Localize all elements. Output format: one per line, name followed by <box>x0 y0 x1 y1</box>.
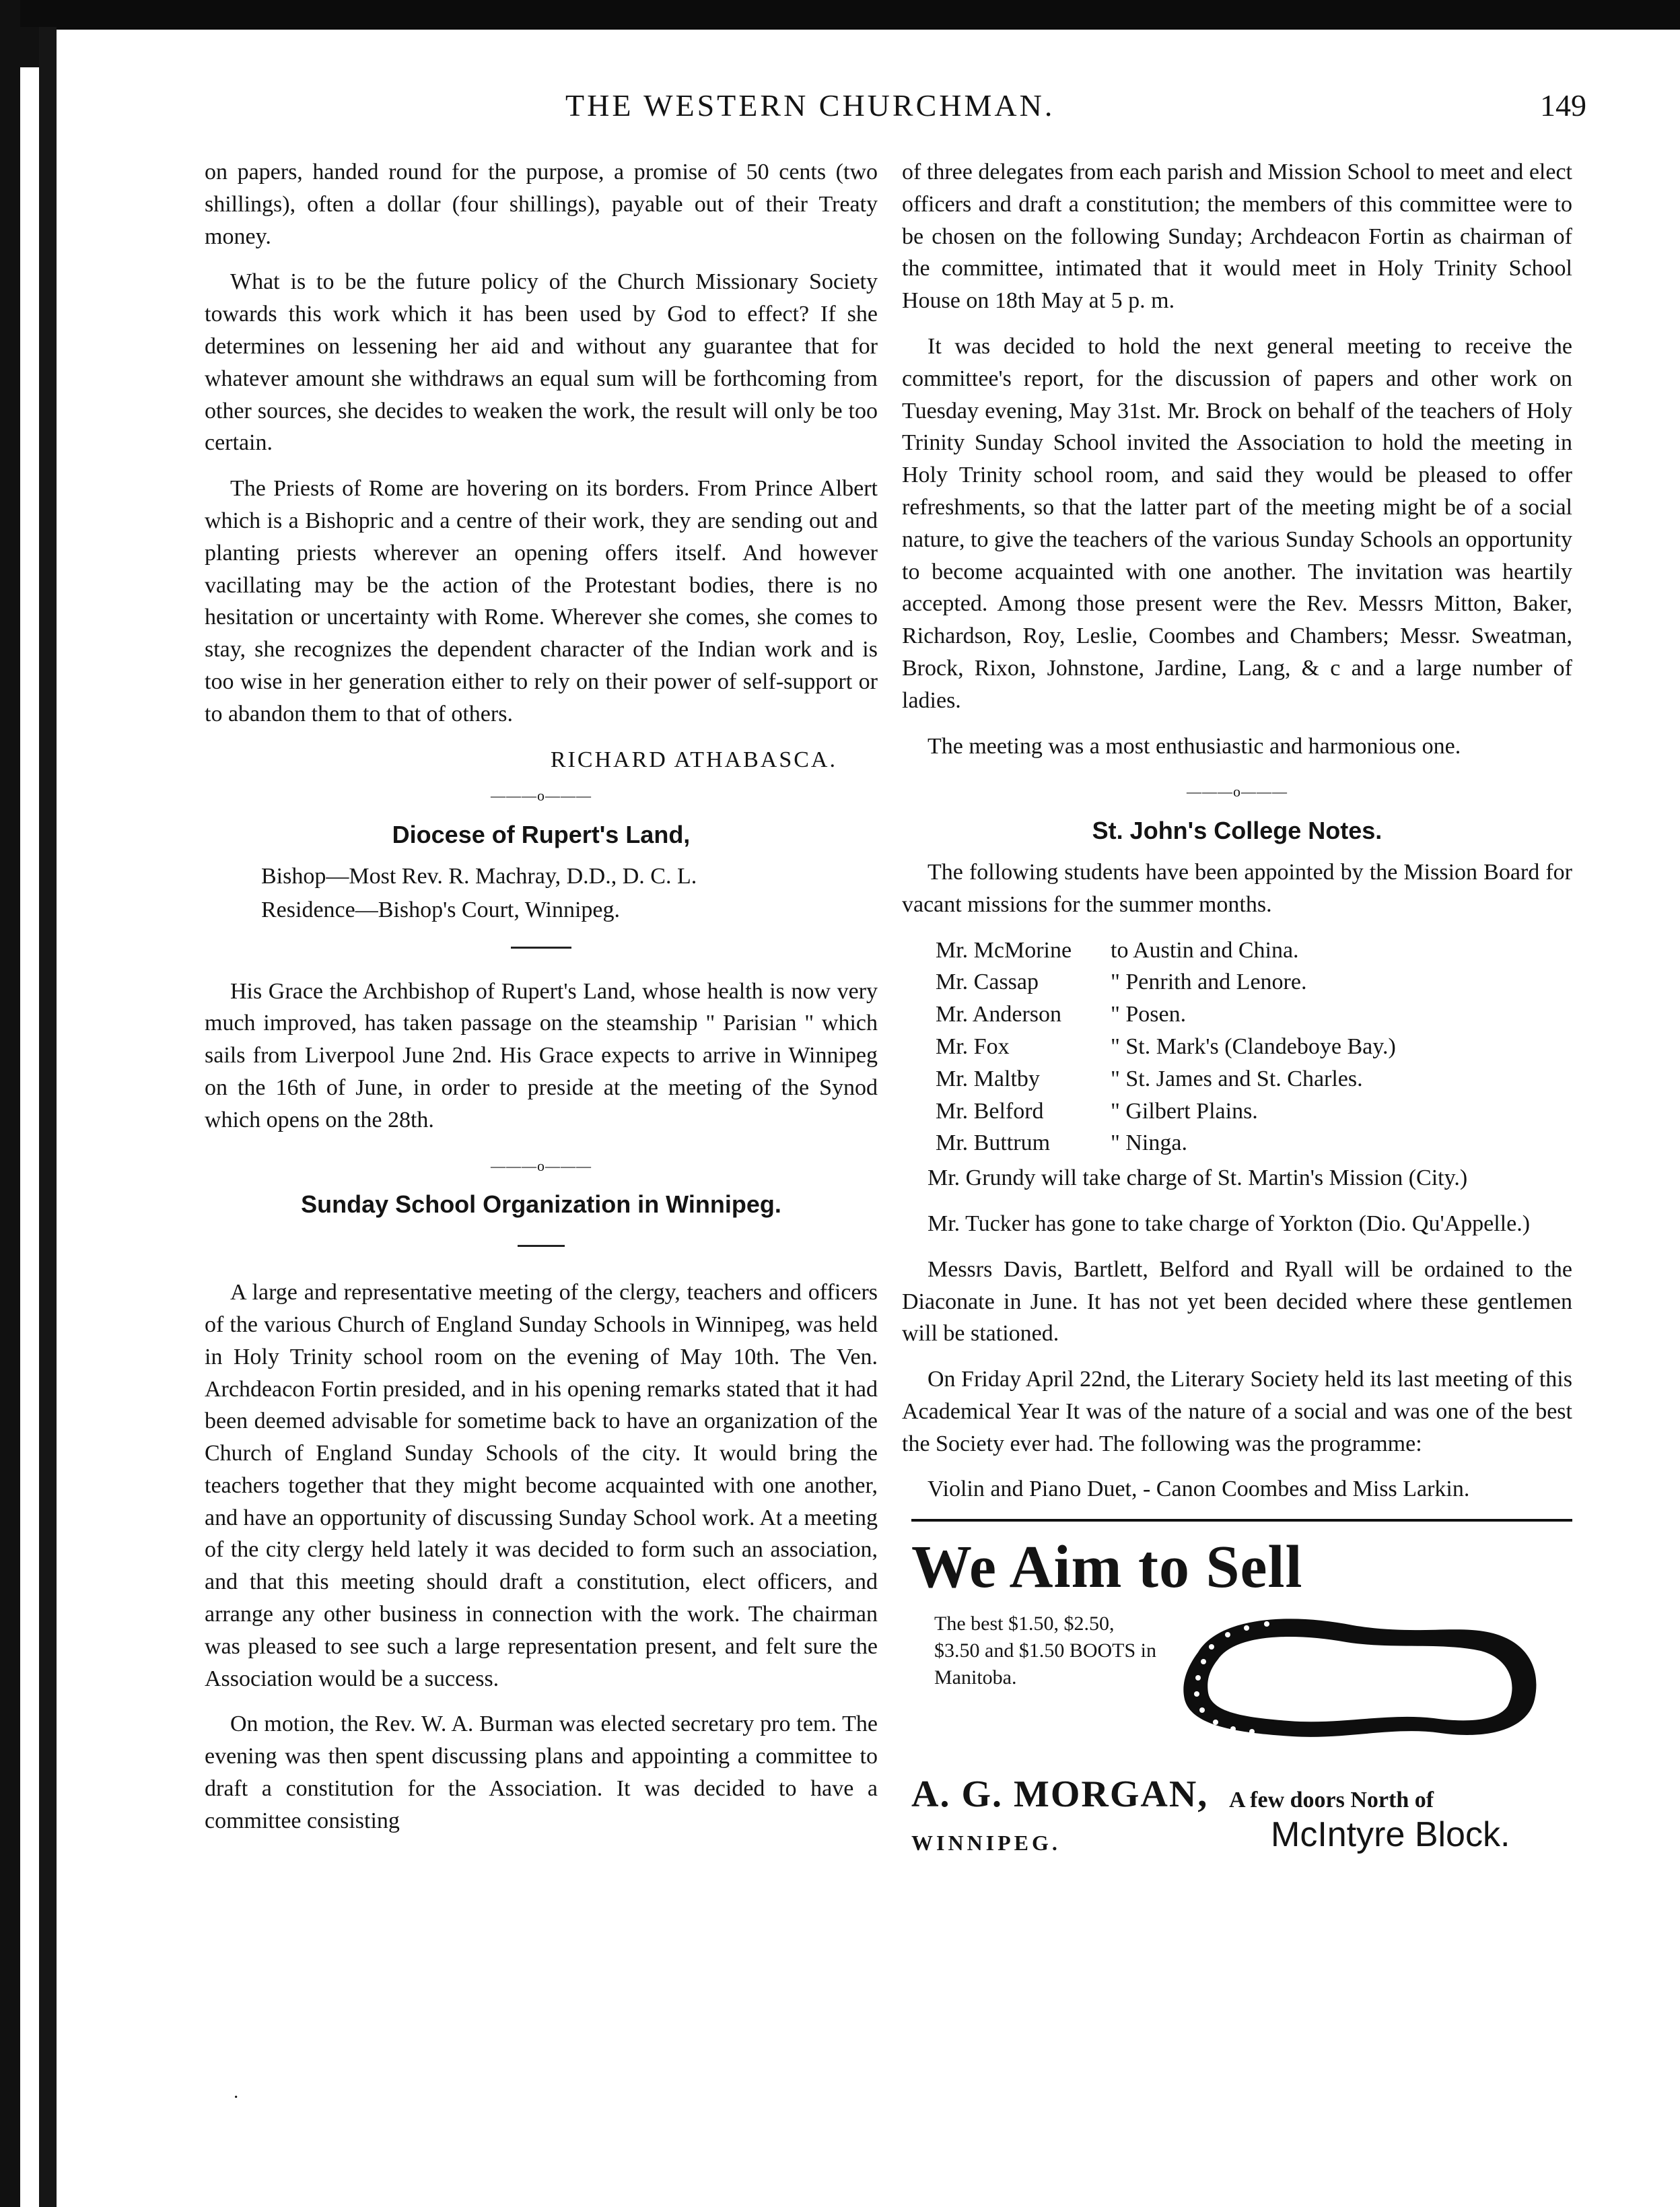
bishop-line: Bishop—Most Rev. R. Machray, D.D., D. C. L. <box>261 863 697 889</box>
section-separator: ———o——— <box>1187 783 1288 801</box>
list-item <box>936 998 1572 1031</box>
paragraph: on papers, handed round for the purpose, a promise of 50 cents (two shillings), often a dollar (four shillings), payable out of their Treaty money. <box>205 160 878 249</box>
page-number: 149 <box>1540 88 1586 123</box>
paragraph: The following students have been appointed by the Mission Board for vacant missions for the summer months. <box>902 859 1572 917</box>
ad-offer: The best $1.50, $2.50, $3.50 and $1.50 BOOTS in Manitoba. <box>934 1612 1156 1689</box>
paragraph: Messrs Davis, Bartlett, Belford and Ryall will be ordained to the Diaconate in June. It has not yet been decided where these gentlemen will be stationed. <box>902 1256 1572 1347</box>
section-separator: ———o——— <box>491 1157 592 1174</box>
section-title-sunday-school: Sunday School Organization in Winnipeg. <box>301 1190 781 1219</box>
list-item <box>936 1063 1572 1095</box>
advertisement <box>902 1534 1572 1866</box>
student-name: Mr. Buttrum <box>936 1130 1051 1156</box>
signature: RICHARD ATHABASCA. <box>550 747 837 772</box>
student-mission: " St. Mark's (Clandeboye Bay.) <box>1111 1033 1396 1059</box>
paragraph: On Friday April 22nd, the Literary Society held its last meeting of this Academical Year It was of the nature of a social and was one of the best the Society ever had. The following was the programme: <box>902 1367 1572 1456</box>
student-name: Mr. Anderson <box>936 1002 1061 1027</box>
residence-line: Residence—Bishop's Court, Winnipeg. <box>261 897 620 922</box>
list-item <box>936 1031 1572 1063</box>
ad-merchant-name: A. G. MORGAN, <box>911 1773 1209 1816</box>
student-list <box>936 935 1572 1160</box>
student-mission: " Penrith and Lenore. <box>1111 970 1307 995</box>
list-item <box>936 1095 1572 1128</box>
ad-block-name: McIntyre Block. <box>1271 1815 1510 1855</box>
short-rule <box>518 1245 565 1247</box>
boot-sole-icon <box>1171 1605 1548 1746</box>
paragraph: It was decided to hold the next general meeting to receive the committee's report, for the discussion of papers and other work on Tuesday evening, May 31st. Mr. Brock on behalf of the teachers of Holy Trinity Sunday School invited the Association to hold the meeting in Holy Trinity school room, and said they would be pleased to offer refreshments, so that the latter part of the meeting might be of a social nature, to give the teachers of the various Sunday Schools an opportunity to become acquainted with one another. The invitation was heartily accepted. Among those present were the Rev. Messrs Mitton, Baker, Richardson, Roy, Leslie, Coombes and Chambers; Messr. Sweatman, Brock, Rixon, Johnstone, Jardine, Lang, & c and a large number of ladies. <box>902 333 1572 713</box>
ad-headline: We Aim to Sell <box>911 1534 1303 1601</box>
student-name: Mr. Belford <box>936 1098 1044 1124</box>
scan-left-border <box>0 0 20 2207</box>
ad-city: WINNIPEG. <box>911 1831 1061 1856</box>
student-name: Mr. Fox <box>936 1033 1010 1059</box>
student-name: Mr. Cassap <box>936 970 1039 995</box>
programme-item: Violin and Piano Duet, - Canon Coombes and Miss Larkin. <box>928 1476 1470 1502</box>
section-title-college-notes: St. John's College Notes. <box>1092 817 1382 845</box>
student-name: Mr. McMorine <box>936 937 1072 963</box>
paragraph: The Priests of Rome are hovering on its borders. From Prince Albert which is a Bishopric and a centre of their work, they are sending out and planting priests wherever an opening offers itself. And however vacillating may be the action of the Protestant bodies, there is no hesitation or uncertainty with Rome. Wherever she comes, she comes to stay, she recognizes the dependent character of the Indian work and is too wise in her generation either to rely on their power of self-support or to abandon them to that of others. <box>205 476 878 726</box>
paragraph: A large and representative meeting of the clergy, teachers and officers of the various Church of England Sunday Schools in Winnipeg, was held in Holy Trinity school room on the evening of May 10th. The Ven. Archdeacon Fortin presided, and in his opening remarks stated that it had been deemed advisable for sometime back to have an organization of the Church of England Sunday Schools of the city. It would bring the teachers together that they might become acquainted with one another, and have an opportunity of discussing Sunday School work. At a meeting of the city clergy held lately it was decided to form such an association, and that this meeting should draft a constitution, elect officers, and arrange any other business in connection with the work. The chairman was pleased to see such a large representation present, and felt sure the Association would be a success. <box>205 1280 878 1691</box>
paragraph: His Grace the Archbishop of Rupert's Land, whose health is now very much improved, has taken passage on the steamship " Parisian " which sails from Liverpool June 2nd. His Grace expects to arrive in Winnipeg on the 16th of June, in order to preside at the meeting of the Synod which opens on the 28th. <box>205 978 878 1132</box>
left-column <box>205 156 878 1851</box>
student-mission: to Austin and China. <box>1111 937 1299 963</box>
student-mission: " Posen. <box>1111 1002 1187 1027</box>
ad-location: A few doors North of <box>1229 1788 1434 1813</box>
list-item <box>936 966 1572 998</box>
section-title-diocese: Diocese of Rupert's Land, <box>392 821 691 849</box>
paragraph: Mr. Grundy will take charge of St. Martin's Mission (City.) <box>928 1165 1468 1191</box>
student-mission: " Gilbert Plains. <box>1111 1098 1258 1124</box>
section-separator: ———o——— <box>491 787 592 805</box>
student-mission: " St. James and St. Charles. <box>1111 1066 1363 1091</box>
paragraph: On motion, the Rev. W. A. Burman was elected secretary pro tem. The evening was then spent discussing plans and appointing a committee to draft a constitution for the Association. It was decided to have a committee consisting <box>205 1711 878 1833</box>
paragraph: Mr. Tucker has gone to take charge of Yorkton (Dio. Qu'Appelle.) <box>928 1211 1531 1236</box>
list-item <box>936 935 1572 967</box>
paragraph: of three delegates from each parish and Mission School to meet and elect officers and draft a constitution; the members of this committee were to be chosen on the following Sunday; Archdeacon Fortin as chairman of the committee, intimated that it would meet in Holy Trinity School House on 18th May at 5 p. m. <box>902 160 1572 314</box>
student-mission: " Ninga. <box>1111 1130 1187 1156</box>
right-column <box>902 156 1572 1866</box>
scan-binding-rule <box>39 27 57 2207</box>
scan-top-border <box>0 0 1680 30</box>
stray-mark: · <box>233 2087 240 2108</box>
paragraph: What is to be the future policy of the Church Missionary Society towards this work which it has been used by God to effect? If she determines on lessening her aid and without any guarantee that for whatever amount she withdraws an equal sum will be forthcoming from other sources, she decides to weaken the work, the result will only be too certain. <box>205 269 878 456</box>
ad-body <box>902 1610 1572 1779</box>
paragraph: The meeting was a most enthusiastic and harmonious one. <box>928 733 1461 759</box>
short-rule <box>511 947 571 949</box>
list-item <box>936 1127 1572 1159</box>
running-head: THE WESTERN CHURCHMAN. <box>565 88 1055 123</box>
ad-footer <box>902 1773 1572 1866</box>
student-name: Mr. Maltby <box>936 1066 1040 1091</box>
advertisement-rule <box>911 1519 1572 1522</box>
